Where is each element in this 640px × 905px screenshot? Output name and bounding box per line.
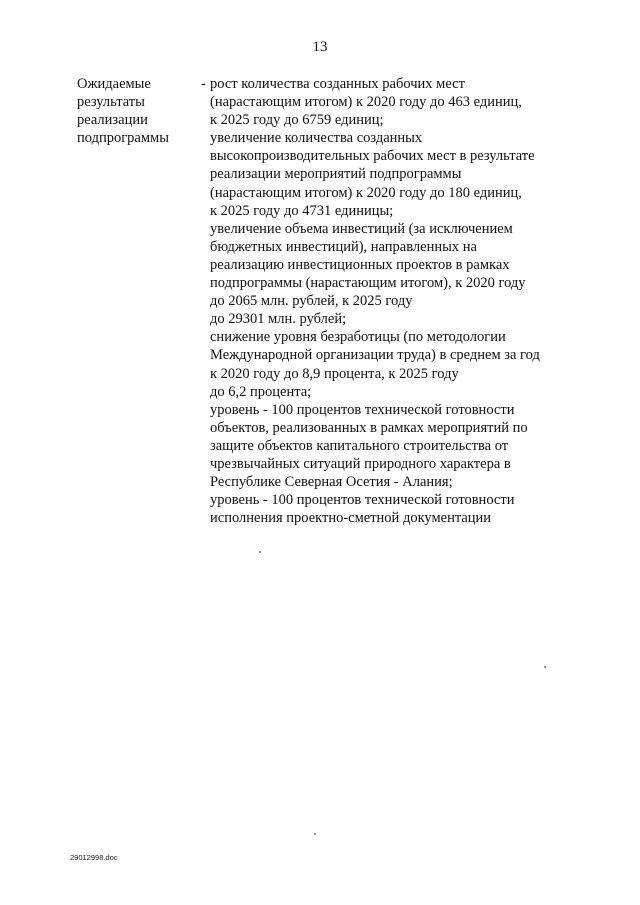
section-label-line: результаты bbox=[77, 94, 145, 110]
section-label-line: реализации bbox=[77, 112, 148, 128]
text-line: уровень - 100 процентов технической готовности bbox=[210, 492, 515, 509]
text-line: исполнения проектно-сметной документации bbox=[210, 510, 492, 527]
expected-results-text bbox=[210, 75, 570, 527]
text-line: до 6,2 процента; bbox=[210, 383, 312, 400]
section-label-line: Ожидаемые bbox=[77, 76, 151, 92]
text-line: Республике Северная Осетия - Алания; bbox=[210, 474, 453, 491]
scan-speck bbox=[314, 833, 316, 835]
text-line: увеличение объема инвестиций (за исключением bbox=[210, 220, 513, 237]
text-line: до 29301 млн. рублей; bbox=[210, 311, 347, 328]
list-dash: - bbox=[201, 76, 206, 92]
text-line: объектов, реализованных в рамках мероприятий по bbox=[210, 419, 528, 436]
scan-speck bbox=[544, 666, 546, 668]
text-line: (нарастающим итогом) к 2020 году до 180 единиц, bbox=[210, 184, 522, 201]
text-line: уровень - 100 процентов технической готовности bbox=[210, 401, 515, 418]
text-line: чрезвычайных ситуаций природного характера в bbox=[210, 455, 511, 472]
text-line: реализацию инвестиционных проектов в рамках bbox=[210, 256, 510, 273]
scan-speck bbox=[259, 551, 261, 553]
text-line: к 2025 году до 6759 единиц; bbox=[210, 112, 384, 129]
section-label-line: подпрограммы bbox=[77, 130, 169, 146]
page-number: 13 bbox=[312, 39, 328, 55]
text-line: рост количества созданных рабочих мест bbox=[210, 76, 465, 92]
text-line: к 2025 году до 4731 единицы; bbox=[210, 202, 394, 219]
text-line: высокопроизводительных рабочих мест в результате bbox=[210, 148, 535, 165]
text-line: бюджетных инвестиций), направленных на bbox=[210, 238, 477, 255]
text-line: к 2020 году до 8,9 процента, к 2025 году bbox=[210, 365, 459, 382]
text-line: снижение уровня безработицы (по методологии bbox=[210, 329, 506, 346]
text-line: защите объектов капитального строительства от bbox=[210, 437, 509, 454]
text-line: увеличение количества созданных bbox=[210, 130, 423, 147]
text-line: реализации мероприятий подпрограммы bbox=[210, 166, 462, 183]
text-line: Международной организации труда) в среднем за год bbox=[210, 347, 540, 364]
text-line: подпрограммы (нарастающим итогом), к 2020 году bbox=[210, 275, 526, 292]
document-filename: 29012998.doc bbox=[70, 853, 118, 862]
text-line: до 2065 млн. рублей, к 2025 году bbox=[210, 293, 413, 310]
section-label bbox=[77, 75, 202, 147]
text-line: (нарастающим итогом) к 2020 году до 463 единиц, bbox=[210, 94, 522, 111]
